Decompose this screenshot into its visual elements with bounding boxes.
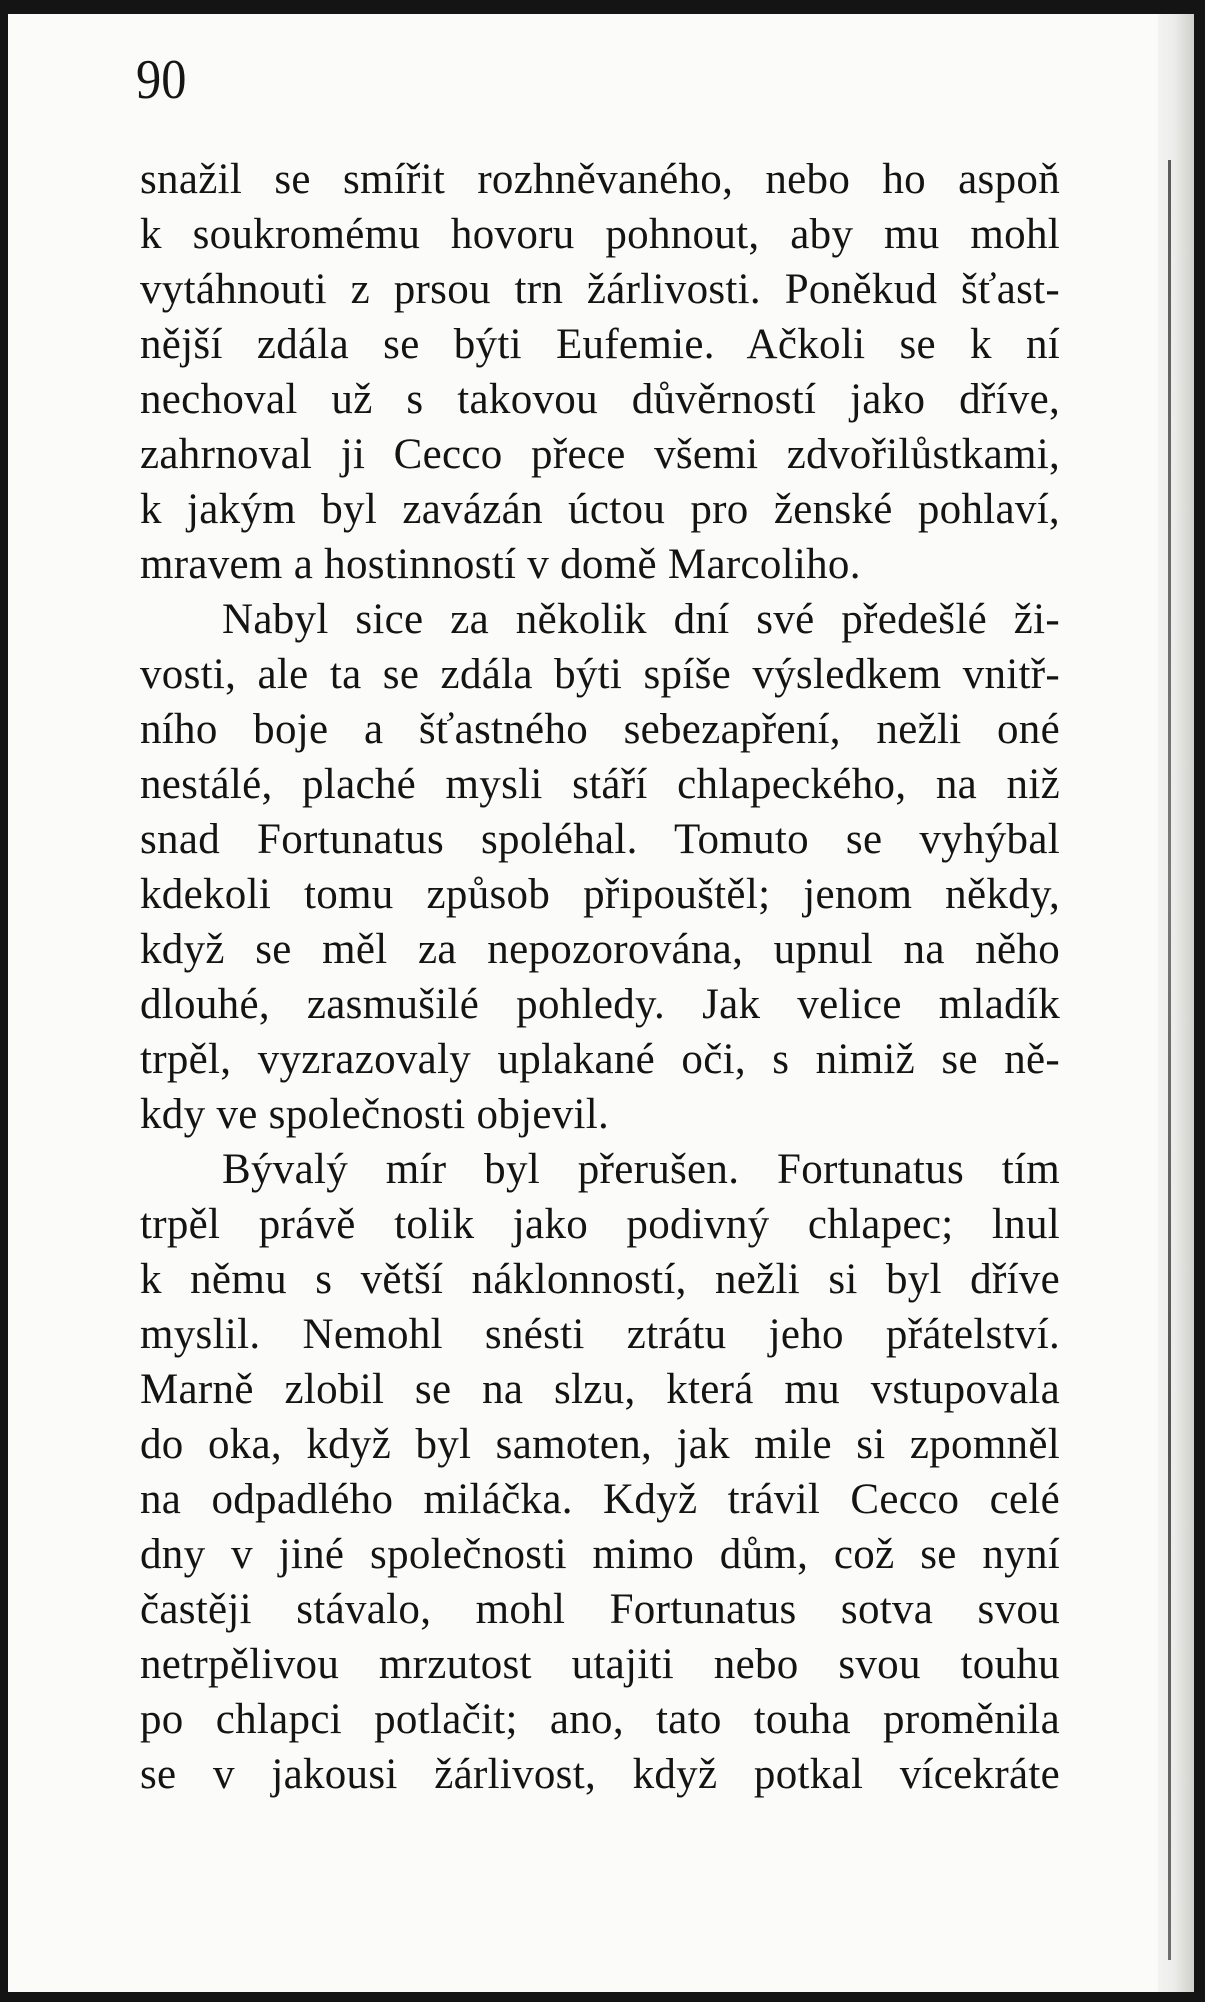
binding-edge (1168, 160, 1171, 1960)
text-line: nější zdála se býti Eufemie. Ačkoli se k ní (140, 321, 1060, 368)
text-line: dny v jiné společnosti mimo dům, což se nyní (140, 1531, 1060, 1578)
text-line: nestálé, plaché mysli stáří chlapeckého, na niž (140, 761, 1060, 808)
text-line: snažil se smířit rozhněvaného, nebo ho aspoň (140, 156, 1060, 203)
text-line: netrpělivou mrzutost utajiti nebo svou touhu (140, 1641, 1060, 1688)
text-line: zahrnoval ji Cecco přece všemi zdvořilůstkami, (140, 431, 1060, 478)
text-line: trpěl, vyzrazovaly uplakané oči, s nimiž se ně- (140, 1036, 1060, 1083)
text-line: vosti, ale ta se zdála býti spíše výsledkem vnitř- (140, 651, 1060, 698)
text-line: kdekoli tomu způsob připouštěl; jenom někdy, (140, 871, 1060, 918)
text-line: kdy ve společnosti objevil. (140, 1091, 610, 1138)
text-line: k soukromému hovoru pohnout, aby mu mohl (140, 211, 1060, 258)
paragraph-start-line: Nabyl sice za několik dní své předešlé ži- (222, 596, 1060, 643)
text-line: se v jakousi žárlivost, když potkal vícekráte (140, 1751, 1060, 1798)
paragraph-start-line: Bývalý mír byl přerušen. Fortunatus tím (222, 1146, 1060, 1193)
text-line: ního boje a šťastného sebezapření, nežli oné (140, 706, 1060, 753)
text-line: trpěl právě tolik jako podivný chlapec; lnul (140, 1201, 1060, 1248)
text-line: mravem a hostinností v domě Marcoliho. (140, 541, 861, 588)
page-number: 90 (136, 49, 187, 111)
text-line: Marně zlobil se na slzu, která mu vstupovala (140, 1366, 1060, 1413)
text-line: nechoval už s takovou důvěrností jako dříve, (140, 376, 1060, 423)
text-line: na odpadlého miláčka. Když trávil Cecco celé (140, 1476, 1060, 1523)
text-line: po chlapci potlačit; ano, tato touha proměnila (140, 1696, 1060, 1743)
text-line: když se měl za nepozorována, upnul na něho (140, 926, 1060, 973)
text-line: do oka, když byl samoten, jak mile si zpomněl (140, 1421, 1060, 1468)
text-line: myslil. Nemohl snésti ztrátu jeho přátelství. (140, 1311, 1060, 1358)
text-line: vytáhnouti z prsou trn žárlivosti. Poněkud šťast- (140, 266, 1060, 313)
text-line: častěji stávalo, mohl Fortunatus sotva svou (140, 1586, 1060, 1633)
text-line: dlouhé, zasmušilé pohledy. Jak velice mladík (140, 981, 1060, 1028)
text-line: snad Fortunatus spoléhal. Tomuto se vyhýbal (140, 816, 1060, 863)
text-line: k jakým byl zavázán úctou pro ženské pohlaví, (140, 486, 1060, 533)
text-line: k němu s větší náklonností, nežli si byl dříve (140, 1256, 1060, 1303)
page-gutter (1158, 14, 1194, 1992)
